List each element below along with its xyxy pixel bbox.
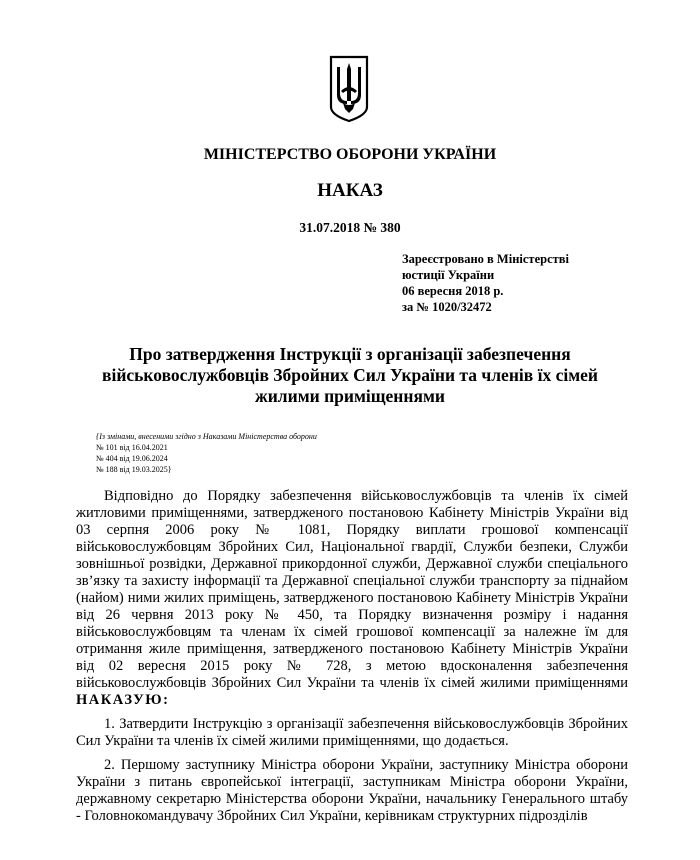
order-number: 31.07.2018 № 380 [299,220,401,235]
order-body [76,488,628,825]
preamble-text: Відповідно до Порядку забезпечення військовослужбовців та членів їх сімей житловими приміщеннями, затвердженого постановою Кабінету Міністрів України від 03 серпня 2006 року № 1081, Порядку виплати грошової компенсації військовослужбовцям Збройних Сил, Національної гвардії, Служби безпеки, Служби зовнішньої розвідки, Державної прикордонної служби, Державної служби спеціального зв’язку та захисту інформації та Державної спеціальної служби транспорту за піднайом (найом) ними жилих приміщень, затвердженого постановою Кабінету Міністрів України від 26 червня 2013 року № 450, та Порядку визначення розміру і надання військовослужбовцям та членам їх сімей грошової компенсації за належне їм для отримання жиле приміщення, затвердженого постановою Кабінету Міністрів України від 02 вересня 2015 року № 728, з метою вдосконалення забезпечення військовослужбовців Збройних Сил України та членів їх сімей жилими приміщеннями [76,488,628,691]
amendment-item: № 188 від 19.03.2025} [96,465,172,474]
order-item-2: 2. Першому заступнику Міністра оборони України, заступнику Міністра оборони України з питань європейської інтеграції, заступникам Міністра оборони України, державному секретарю Міністерства оборони України, начальнику Генерального штабу - Головнокомандувачу Збройних Сил України, керівникам структурних підрозділів [76,757,628,824]
order-item-1: 1. Затвердити Інструкцію з організації забезпечення військовослужбовців Збройних Сил України та членів їх сімей жилими приміщеннями, що додається. [76,716,628,749]
amendment-item: № 101 від 16.04.2021 [96,443,168,452]
document-title: Про затвердження Інструкції з організації забезпечення військовослужбовців Збройних Сил України та членів їх сімей жилими приміщеннями [102,344,598,406]
registration-line: юстиції України [402,268,495,282]
trident-emblem-icon [327,55,371,123]
ministry-name: МІНІСТЕРСТВО ОБОРОНИ УКРАЇНИ [203,146,497,163]
amendment-item: № 404 від 19.06.2024 [96,454,168,463]
registration-line: за № 1020/32472 [402,300,492,314]
amendments-intro: {Із змінами, внесеними згідно з Наказами Міністерства оборони [96,432,317,441]
registration-line: Зареєстровано в Міністерстві [402,252,569,266]
preamble-paragraph [76,488,628,709]
order-title: НАКАЗ [317,180,383,201]
registration-block [402,251,569,315]
amendments-note [96,431,317,475]
registration-line: 06 вересня 2018 р. [402,284,504,298]
nakazu-keyword: НАКАЗУЮ: [76,692,170,708]
